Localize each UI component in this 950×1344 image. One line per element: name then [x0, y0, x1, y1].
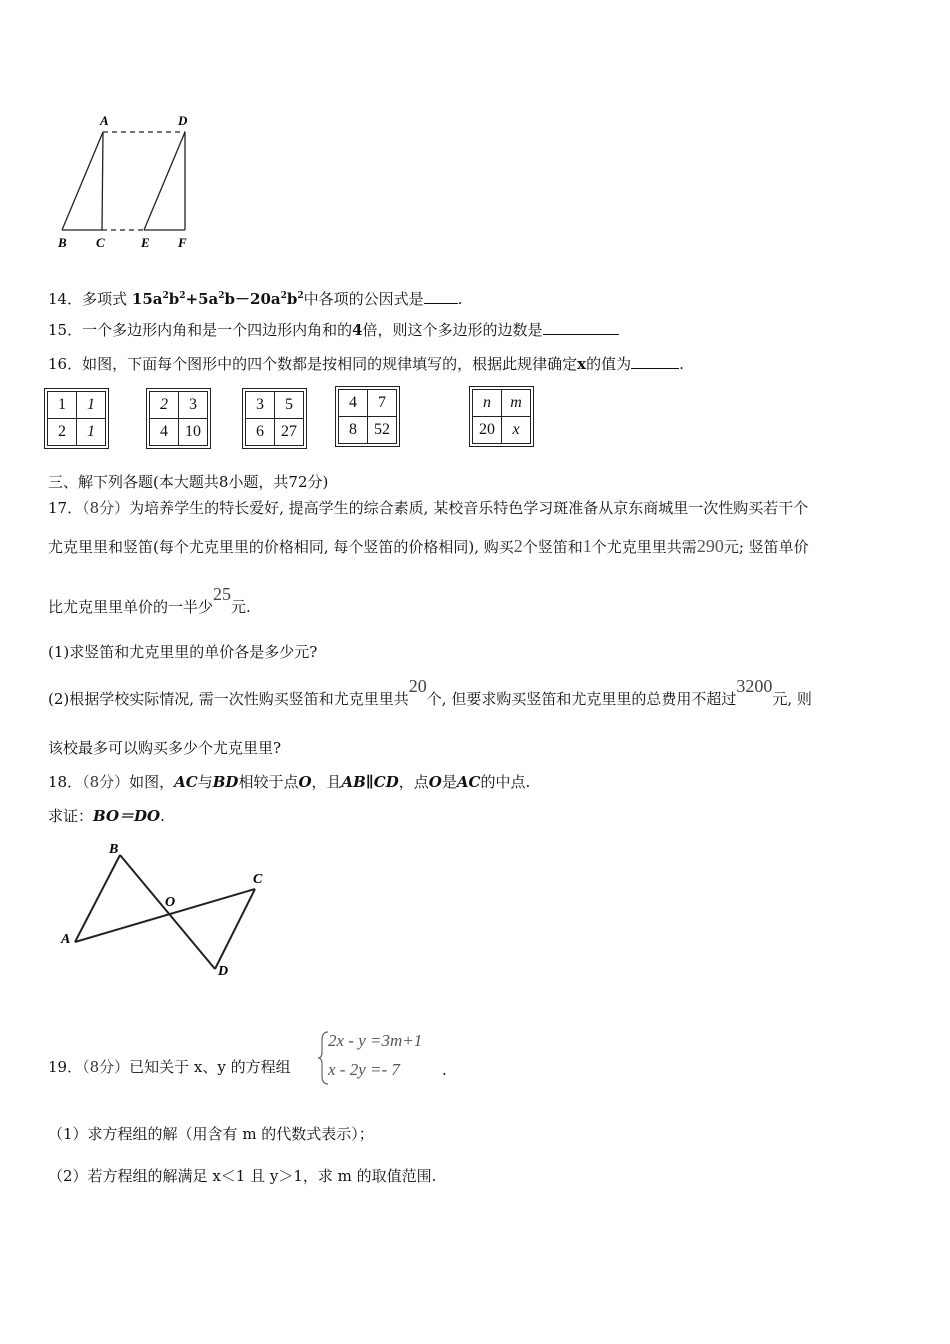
- label-B: B: [58, 235, 67, 250]
- q14-number: 14．: [48, 290, 83, 308]
- question-17-line1: 17．（8分）为培养学生的特长爱好, 提高学生的综合素质, 某校音乐特色学习斑准备从京东商城里一次性购买若干个: [48, 499, 809, 517]
- equation-2: x - 2y =- 7: [328, 1060, 400, 1079]
- number-grid-4: 4 7 8 52: [335, 386, 400, 447]
- question-19-sub1: （1）求方程组的解（用含有 m 的代数式表示）；: [48, 1125, 374, 1143]
- q17-number: 17．: [48, 499, 83, 517]
- question-18: 18．（8分）如图，AC与BD相较于点O，且AB∥CD，点O是AC的中点.: [48, 773, 531, 791]
- q15-number: 15．: [48, 321, 83, 339]
- q14-pre: 多项式: [82, 290, 128, 308]
- question-19: 19．（8分）已知关于 x、y 的方程组: [48, 1058, 291, 1076]
- question-17-sub2-cont: 该校最多可以购买多少个尤克里里?: [48, 739, 282, 757]
- q19-end: .: [442, 1061, 447, 1079]
- figure-intersecting-triangles: [55, 835, 285, 985]
- q19-number: 19．: [48, 1058, 83, 1076]
- label-B: B: [109, 842, 119, 857]
- equation-1: 2x - y =3m+1: [328, 1031, 423, 1050]
- question-17-line2: 尤克里里和竖笛(每个尤克里里的价格相同, 每个竖笛的价格相同), 购买2个竖笛和1个尤克里里共需290元; 竖笛单价: [48, 536, 809, 556]
- q16-answer-blank[interactable]: [631, 354, 679, 369]
- q14-expression: $15a^2b^2+5a^2b-20a^2b^2$: [131, 290, 304, 308]
- number-grid-1: 1 1 2 1: [44, 388, 109, 449]
- number-grid-5: n m 20 x: [469, 386, 534, 447]
- q14-post: 中各项的公因式是: [303, 290, 424, 308]
- figure-parallelograms: [50, 110, 210, 260]
- q14-answer-blank[interactable]: [424, 289, 458, 304]
- question-19-sub2: （2）若方程组的解满足 x＜1 且 y＞1，求 m 的取值范围.: [48, 1167, 437, 1185]
- label-F: F: [178, 235, 187, 250]
- section-3-heading: 三、解下列各题(本大题共8小题，共72分): [48, 473, 329, 491]
- label-E: E: [141, 235, 150, 250]
- question-15: 15．一个多边形内角和是一个四边形内角和的4倍，则这个多边形的边数是: [48, 320, 619, 340]
- number-grid-2: 2 3 4 10: [146, 388, 211, 449]
- question-17-sub2: (2)根据学校实际情况, 需一次性购买竖笛和尤克里里共20个, 但要求购买竖笛和尤克里里的总费用不超过3200元, 则: [48, 676, 812, 708]
- question-17-line3: 比尤克里里单价的一半少25元.: [48, 584, 251, 616]
- label-D: D: [218, 964, 229, 979]
- label-O: O: [165, 895, 176, 910]
- label-D: D: [178, 113, 188, 128]
- q18-number: 18．: [48, 773, 83, 791]
- question-14: 14．多项式 $15a^2b^2+5a^2b-20a^2b^2$中各项的公因式是 .: [48, 290, 463, 308]
- question-17-sub1: (1)求竖笛和尤克里里的单价各是多少元?: [48, 643, 318, 661]
- label-A: A: [61, 932, 71, 947]
- q16-number: 16．: [48, 355, 83, 373]
- question-16: 16．如图，下面每个图形中的四个数都是按相同的规律填写的，根据此规律确定x的值为 .: [48, 355, 684, 373]
- q15-answer-blank[interactable]: [543, 320, 619, 335]
- label-A: A: [100, 113, 109, 128]
- label-C: C: [96, 235, 105, 250]
- label-C: C: [253, 872, 263, 887]
- number-grid-3: 3 5 6 27: [242, 388, 307, 449]
- question-18-prove: 求证：BO＝DO.: [48, 807, 165, 825]
